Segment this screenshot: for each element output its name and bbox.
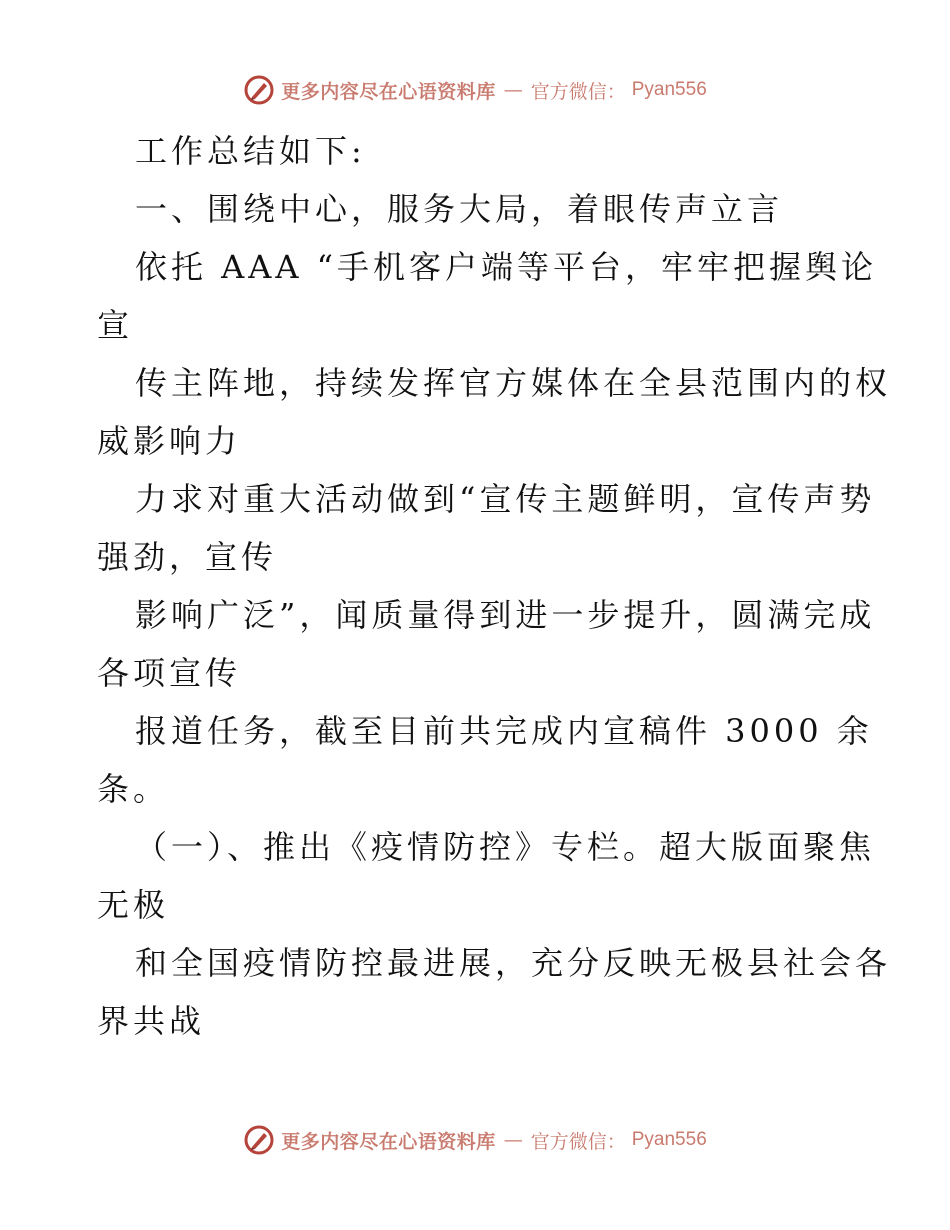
text-line: 和全国疫情防控最进展，充分反映无极县社会各 <box>135 944 892 982</box>
text-line: 威影响力 <box>97 422 242 460</box>
text-line: 工作总结如下: <box>135 132 366 170</box>
subsection-heading: （一）、推出《疫情防控》专栏。超大版面聚焦 <box>135 828 876 866</box>
text-line: 各项宣传 <box>97 654 242 692</box>
text-line: 影响广泛”，闻质量得到进一步提升，圆满完成 <box>135 596 876 634</box>
text-line: 界共战 <box>97 1002 206 1040</box>
section-heading: 一、围绕中心，服务大局，着眼传声立言 <box>135 190 784 228</box>
banner-separator: — <box>503 1129 523 1151</box>
header-banner[interactable] <box>0 70 950 110</box>
banner-wechat-label: 官方微信： <box>530 80 626 103</box>
text-line: 传主阵地，持续发挥官方媒体在全县范围内的权 <box>135 364 892 402</box>
banner-wechat-label: 官方微信： <box>530 1130 626 1153</box>
text-line: 强劲，宣传 <box>97 538 278 576</box>
pen-logo-icon <box>243 74 275 106</box>
text-line: 报道任务，截至目前共完成内宣稿件 3000 余 <box>135 712 873 750</box>
text-line: 依托 AAA “手机客户端等平台，牢牢把握舆论 <box>135 248 878 286</box>
banner-wechat-id: Pyan556 <box>631 1129 707 1150</box>
banner-separator: — <box>503 79 523 101</box>
pen-logo-icon <box>243 1124 275 1156</box>
footer-banner[interactable] <box>0 1120 950 1160</box>
banner-text: 更多内容尽在心语资料库 <box>281 80 496 103</box>
text-line: 宣 <box>97 306 134 344</box>
text-line: 力求对重大活动做到“宣传主题鲜明，宣传声势 <box>135 480 876 518</box>
document-body <box>97 122 892 1050</box>
banner-text: 更多内容尽在心语资料库 <box>281 1130 496 1153</box>
text-line: 无极 <box>97 886 170 924</box>
text-line: 条。 <box>97 770 170 808</box>
banner-wechat-id: Pyan556 <box>631 79 707 100</box>
